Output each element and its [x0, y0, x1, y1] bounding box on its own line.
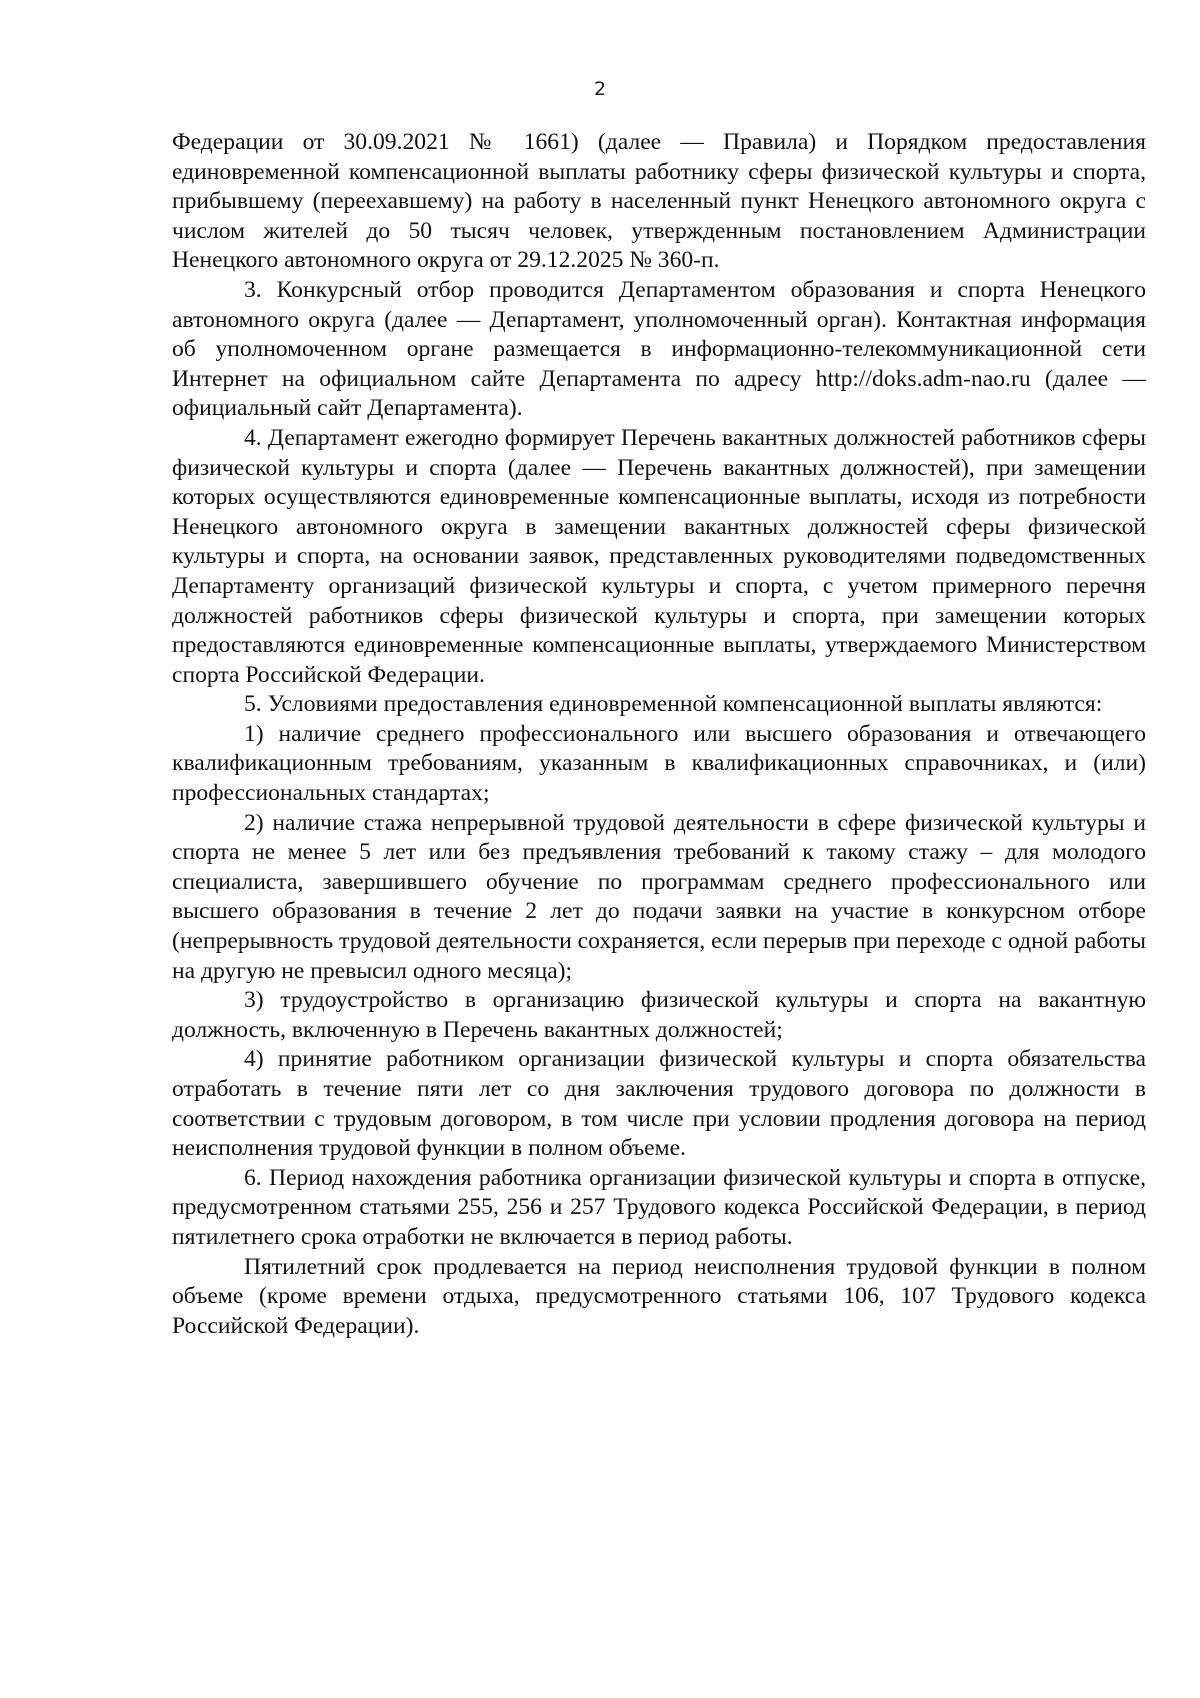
- paragraph-5-item-4: 4) принятие работником организации физической культуры и спорта обязательства отработать в течение пяти лет со дня заключения трудового договора по должности в соответствии с трудовым договором, в том числе при условии продления договора на период неисполнения трудовой функции в полном объеме.: [172, 1046, 1146, 1162]
- paragraph-4: 4. Департамент ежегодно формирует Перечень вакантных должностей работников сферы физической культуры и спорта (далее — Перечень вакантных должностей), при замещении которых осуществляются единовременные компенсационные выплаты, исходя из потребности Ненецкого автономного округа в замещении вакантных должностей сферы физической культуры и спорта, на основании заявок, представленных руководителями подведомственных Департаменту организаций физической культуры и спорта, с учетом примерного перечня должностей работников сферы физической культуры и спорта, при замещении которых предоставляются единовременные компенсационные выплаты, утверждаемого Министерством спорта Российской Федерации.: [172, 424, 1146, 688]
- paragraph-5-item-1: 1) наличие среднего профессионального или высшего образования и отвечающего квалификационным требованиям, указанным в квалификационных справочниках, и (или) профессиональных стандартах;: [172, 720, 1146, 807]
- paragraph-6: 6. Период нахождения работника организации физической культуры и спорта в отпуске, предусмотренном статьями 255, 256 и 257 Трудового кодекса Российской Федерации, в период пятилетнего срока отработки не включается в период работы.: [172, 1164, 1146, 1250]
- paragraph-continuation: Федерации от 30.09.2021 № 1661) (далее — Правила) и Порядком предоставления единовременной компенсационной выплаты работнику сферы физической культуры и спорта, прибывшему (переехавшему) на работу в населенный пункт Ненецкого автономного округа с числом жителей до 50 тысяч человек, утвержденным постановлением Администрации Ненецкого автономного округа от 29.12.2025 № 360-п.: [172, 129, 1146, 274]
- paragraph-5-item-3: 3) трудоустройство в организацию физической культуры и спорта на вакантную должность, включенную в Перечень вакантных должностей;: [172, 987, 1146, 1043]
- paragraph-6-continuation: Пятилетний срок продлевается на период неисполнения трудовой функции в полном объеме (кроме времени отдыха, предусмотренного статьями 106, 107 Трудового кодекса Российской Федерации).: [172, 1253, 1146, 1339]
- paragraph-5-item-2: 2) наличие стажа непрерывной трудовой деятельности в сфере физической культуры и спорта не менее 5 лет или без предъявления требований к такому стажу – для молодого специалиста, завершившего обучение по программам среднего профессионального или высшего образования в течение 2 лет до подачи заявки на участие в конкурсном отборе (непрерывность трудовой деятельности сохраняется, если перерыв при переходе с одной работы на другую не превысил одного месяца);: [172, 809, 1146, 984]
- document-body: [172, 128, 1146, 1341]
- paragraph-3: 3. Конкурсный отбор проводится Департаментом образования и спорта Ненецкого автономного округа (далее — Департамент, уполномоченный орган). Контактная информация об уполномоченном органе размещается в информационно-телекоммуникационной сети Интернет на официальном сайте Департамента по адресу http://doks.adm-nao.ru (далее — официальный сайт Департамента).: [172, 276, 1146, 422]
- page-number: 2: [593, 78, 607, 100]
- paragraph-5: 5. Условиями предоставления единовременной компенсационной выплаты являются:: [244, 691, 1103, 718]
